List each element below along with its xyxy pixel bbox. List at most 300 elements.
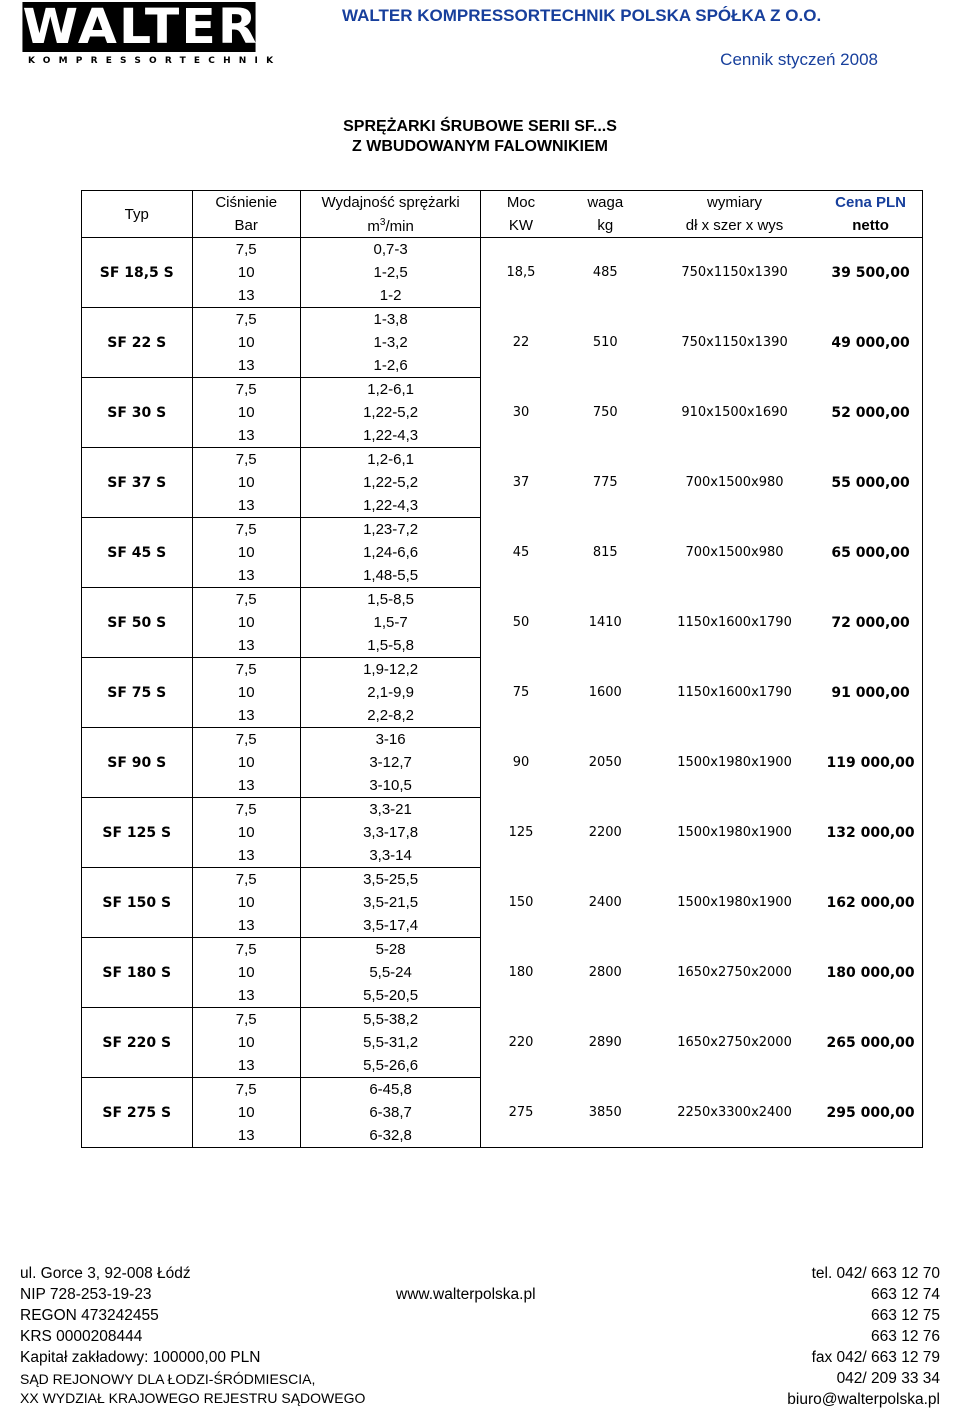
empty-cell <box>819 704 922 728</box>
empty-cell <box>481 868 561 892</box>
empty-cell <box>481 238 561 262</box>
table-row <box>82 1124 923 1148</box>
empty-cell <box>819 238 922 262</box>
table-row <box>82 611 923 634</box>
price-cell: 65 000,00 <box>819 541 922 564</box>
capacity-cell: 1,24-6,6 <box>300 541 480 564</box>
empty-cell <box>650 494 819 518</box>
model-type-cell <box>82 704 193 728</box>
model-type: SF 220 S <box>82 1031 193 1054</box>
empty-cell <box>481 588 561 612</box>
capacity-cell: 3,5-21,5 <box>300 891 480 914</box>
model-type-cell <box>82 1054 193 1078</box>
model-type-cell <box>82 588 193 612</box>
header-pressure: Ciśnienie <box>192 191 300 215</box>
empty-cell <box>819 588 922 612</box>
empty-cell <box>819 844 922 868</box>
table-row <box>82 494 923 518</box>
empty-cell <box>481 308 561 332</box>
empty-cell <box>481 284 561 308</box>
pressure-cell: 7,5 <box>192 658 300 682</box>
table-unit-row <box>82 214 923 238</box>
power-cell: 220 <box>508 1035 534 1050</box>
empty-cell <box>819 424 922 448</box>
header-capacity: Wydajność sprężarki <box>300 191 480 215</box>
pressure-cell: 10 <box>192 891 300 914</box>
empty-cell <box>650 634 819 658</box>
dimensions-cell: 1150x1600x1790 <box>677 685 792 700</box>
empty-cell <box>650 588 819 612</box>
empty-cell <box>819 1008 922 1032</box>
pressure-cell: 7,5 <box>192 868 300 892</box>
empty-cell <box>481 518 561 542</box>
pressure-cell: 10 <box>192 1031 300 1054</box>
footer-phone-4: 663 12 76 <box>871 1328 940 1345</box>
power-cell: 18,5 <box>506 265 536 280</box>
empty-cell <box>481 378 561 402</box>
model-type-cell <box>82 1008 193 1032</box>
table-row <box>82 798 923 822</box>
footer-court-line1: SĄD REJONOWY DLA ŁODZI-ŚRÓDMIESCIA, <box>20 1371 316 1387</box>
empty-cell <box>561 564 650 588</box>
empty-cell <box>650 564 819 588</box>
table-row <box>82 891 923 914</box>
empty-cell <box>650 728 819 752</box>
dimensions-cell: 700x1500x980 <box>685 545 784 560</box>
model-type: SF 37 S <box>82 471 193 494</box>
empty-cell <box>650 1054 819 1078</box>
empty-cell <box>561 984 650 1008</box>
unit-weight: kg <box>561 214 650 238</box>
footer-regon: REGON 473242455 <box>20 1307 159 1324</box>
power-cell: 30 <box>512 405 530 420</box>
empty-cell <box>650 704 819 728</box>
pressure-cell: 7,5 <box>192 798 300 822</box>
pressure-cell: 13 <box>192 704 300 728</box>
power-cell: 50 <box>512 615 530 630</box>
empty-cell <box>819 728 922 752</box>
capacity-cell: 3-12,7 <box>300 751 480 774</box>
empty-cell <box>481 424 561 448</box>
empty-cell <box>650 448 819 472</box>
pressure-cell: 7,5 <box>192 308 300 332</box>
footer-email-link[interactable]: biuro@walterpolska.pl <box>787 1391 940 1408</box>
power-cell: 275 <box>508 1105 534 1120</box>
empty-cell <box>481 1054 561 1078</box>
table-row <box>82 728 923 752</box>
capacity-cell: 1-3,8 <box>300 308 480 332</box>
footer-phone-1: tel. 042/ 663 12 70 <box>811 1265 940 1282</box>
empty-cell <box>561 634 650 658</box>
empty-cell <box>561 844 650 868</box>
empty-cell <box>650 354 819 378</box>
pressure-cell: 13 <box>192 1054 300 1078</box>
dimensions-cell: 2250x3300x2400 <box>677 1105 792 1120</box>
footer-fax-2: 042/ 209 33 34 <box>836 1370 940 1387</box>
table-header-row <box>82 191 923 215</box>
pressure-cell: 10 <box>192 401 300 424</box>
price-cell: 52 000,00 <box>819 401 922 424</box>
document-subtitle: Z WBUDOWANYM FALOWNIKIEM <box>352 138 608 155</box>
empty-cell <box>561 448 650 472</box>
pressure-cell: 10 <box>192 331 300 354</box>
table-row <box>82 1031 923 1054</box>
empty-cell <box>481 1078 561 1102</box>
table-row <box>82 704 923 728</box>
pressure-cell: 13 <box>192 354 300 378</box>
model-type-cell <box>82 868 193 892</box>
unit-capacity: $m^3/\min$ <box>300 214 480 238</box>
pressure-cell: 10 <box>192 611 300 634</box>
empty-cell <box>481 634 561 658</box>
capacity-cell: 1-2,5 <box>300 261 480 284</box>
empty-cell <box>561 378 650 402</box>
model-type-cell <box>82 424 193 448</box>
table-row <box>82 1008 923 1032</box>
footer-krs: KRS 0000208444 <box>20 1328 143 1345</box>
empty-cell <box>819 914 922 938</box>
price-list-date: Cennik styczeń 2008 <box>720 50 878 69</box>
price-cell: 119 000,00 <box>819 751 922 774</box>
model-type: SF 125 S <box>82 821 193 844</box>
table-row <box>82 868 923 892</box>
weight-cell: 750 <box>592 405 618 420</box>
model-type-cell <box>82 308 193 332</box>
weight-cell: 2050 <box>588 755 622 770</box>
capacity-cell: 5,5-31,2 <box>300 1031 480 1054</box>
capacity-cell: 5,5-26,6 <box>300 1054 480 1078</box>
pressure-cell: 13 <box>192 424 300 448</box>
logo-wordmark: WALTER <box>22 0 259 55</box>
pressure-cell: 10 <box>192 1101 300 1124</box>
empty-cell <box>819 284 922 308</box>
dimensions-cell: 910x1500x1690 <box>681 405 788 420</box>
empty-cell <box>650 424 819 448</box>
capacity-cell: 6-38,7 <box>300 1101 480 1124</box>
dimensions-cell: 750x1150x1390 <box>681 335 788 350</box>
pressure-cell: 13 <box>192 284 300 308</box>
table-row <box>82 378 923 402</box>
power-cell: 150 <box>508 895 534 910</box>
header-type: Typ <box>82 191 193 238</box>
walter-logo <box>22 0 282 70</box>
dimensions-cell: 1500x1980x1900 <box>677 895 792 910</box>
model-type: SF 75 S <box>82 681 193 704</box>
empty-cell <box>819 868 922 892</box>
empty-cell <box>481 704 561 728</box>
empty-cell <box>561 494 650 518</box>
unit-pressure: Bar <box>192 214 300 238</box>
table-row <box>82 1101 923 1124</box>
model-type: SF 150 S <box>82 891 193 914</box>
price-cell: 55 000,00 <box>819 471 922 494</box>
empty-cell <box>819 634 922 658</box>
power-cell: 45 <box>512 545 530 560</box>
pressure-cell: 7,5 <box>192 378 300 402</box>
table-row <box>82 938 923 962</box>
table-row <box>82 284 923 308</box>
header-weight: waga <box>561 191 650 215</box>
model-type-cell <box>82 1078 193 1102</box>
model-type-cell <box>82 634 193 658</box>
empty-cell <box>650 774 819 798</box>
pressure-cell: 7,5 <box>192 938 300 962</box>
table-row <box>82 588 923 612</box>
header-power: Moc <box>481 191 561 215</box>
empty-cell <box>561 728 650 752</box>
empty-cell <box>819 564 922 588</box>
footer-fax-1: fax 042/ 663 12 79 <box>811 1349 940 1366</box>
table-row <box>82 471 923 494</box>
pressure-cell: 7,5 <box>192 588 300 612</box>
table-row <box>82 844 923 868</box>
empty-cell <box>561 518 650 542</box>
capacity-cell: 1,5-8,5 <box>300 588 480 612</box>
empty-cell <box>481 984 561 1008</box>
model-type-cell <box>82 494 193 518</box>
header-dimensions: wymiary <box>650 191 819 215</box>
model-type: SF 18,5 S <box>82 261 193 284</box>
capacity-cell: 1,22-4,3 <box>300 494 480 518</box>
model-type: SF 50 S <box>82 611 193 634</box>
price-cell: 39 500,00 <box>819 261 922 284</box>
empty-cell <box>819 938 922 962</box>
model-type-cell <box>82 914 193 938</box>
table-row <box>82 564 923 588</box>
empty-cell <box>819 518 922 542</box>
empty-cell <box>650 938 819 962</box>
table-row <box>82 238 923 262</box>
empty-cell <box>650 1008 819 1032</box>
capacity-cell: 5,5-20,5 <box>300 984 480 1008</box>
table-row <box>82 984 923 1008</box>
capacity-cell: 6-45,8 <box>300 1078 480 1102</box>
model-type-cell <box>82 658 193 682</box>
empty-cell <box>561 938 650 962</box>
empty-cell <box>650 238 819 262</box>
empty-cell <box>819 448 922 472</box>
empty-cell <box>481 938 561 962</box>
capacity-cell: 1,9-12,2 <box>300 658 480 682</box>
weight-cell: 510 <box>592 335 618 350</box>
price-cell: 91 000,00 <box>819 681 922 704</box>
model-type: SF 180 S <box>82 961 193 984</box>
empty-cell <box>561 308 650 332</box>
dimensions-cell: 1650x2750x2000 <box>677 1035 792 1050</box>
empty-cell <box>561 1124 650 1148</box>
pressure-cell: 7,5 <box>192 238 300 262</box>
empty-cell <box>481 774 561 798</box>
capacity-cell: 1,23-7,2 <box>300 518 480 542</box>
empty-cell <box>819 494 922 518</box>
pressure-cell: 10 <box>192 821 300 844</box>
empty-cell <box>481 448 561 472</box>
power-cell: 75 <box>512 685 530 700</box>
document-title: SPRĘŻARKI ŚRUBOWE SERII SF...S <box>343 118 617 135</box>
footer-capital: Kapitał zakładowy: 100000,00 PLN <box>20 1349 261 1366</box>
capacity-cell: 3,5-25,5 <box>300 868 480 892</box>
empty-cell <box>561 424 650 448</box>
empty-cell <box>561 798 650 822</box>
table-row <box>82 401 923 424</box>
dimensions-cell: 1500x1980x1900 <box>677 825 792 840</box>
empty-cell <box>819 774 922 798</box>
model-type-cell <box>82 448 193 472</box>
table-row <box>82 681 923 704</box>
capacity-cell: 1,5-5,8 <box>300 634 480 658</box>
table-row <box>82 308 923 332</box>
model-type-cell <box>82 378 193 402</box>
weight-cell: 775 <box>592 475 618 490</box>
capacity-cell: 1,22-5,2 <box>300 401 480 424</box>
model-type-cell <box>82 354 193 378</box>
table-row <box>82 914 923 938</box>
table-row <box>82 518 923 542</box>
weight-cell: 815 <box>592 545 618 560</box>
empty-cell <box>650 378 819 402</box>
capacity-cell: 5-28 <box>300 938 480 962</box>
unit-price: netto <box>819 214 922 238</box>
empty-cell <box>561 868 650 892</box>
table-row <box>82 961 923 984</box>
dimensions-cell: 750x1150x1390 <box>681 265 788 280</box>
model-type: SF 90 S <box>82 751 193 774</box>
table-row <box>82 1054 923 1078</box>
empty-cell <box>650 984 819 1008</box>
model-type-cell <box>82 284 193 308</box>
capacity-cell: 3-10,5 <box>300 774 480 798</box>
pressure-cell: 7,5 <box>192 518 300 542</box>
dimensions-cell: 1500x1980x1900 <box>677 755 792 770</box>
price-cell: 72 000,00 <box>819 611 922 634</box>
pressure-cell: 13 <box>192 634 300 658</box>
dimensions-cell: 700x1500x980 <box>685 475 784 490</box>
table-row <box>82 354 923 378</box>
footer-phone-3: 663 12 75 <box>871 1307 940 1324</box>
capacity-cell: 1,2-6,1 <box>300 378 480 402</box>
weight-cell: 2200 <box>588 825 622 840</box>
capacity-cell: 5,5-24 <box>300 961 480 984</box>
empty-cell <box>481 658 561 682</box>
pressure-cell: 13 <box>192 564 300 588</box>
empty-cell <box>819 1124 922 1148</box>
unit-dimensions: dł x szer x wys <box>650 214 819 238</box>
capacity-cell: 1,5-7 <box>300 611 480 634</box>
power-cell: 180 <box>508 965 534 980</box>
table-row <box>82 448 923 472</box>
empty-cell <box>481 798 561 822</box>
model-type-cell <box>82 728 193 752</box>
pressure-cell: 10 <box>192 681 300 704</box>
capacity-cell: 0,7-3 <box>300 238 480 262</box>
weight-cell: 2800 <box>588 965 622 980</box>
model-type-cell <box>82 798 193 822</box>
table-row <box>82 774 923 798</box>
empty-cell <box>650 518 819 542</box>
pressure-cell: 13 <box>192 774 300 798</box>
model-type-cell <box>82 984 193 1008</box>
table-row <box>82 634 923 658</box>
model-type: SF 45 S <box>82 541 193 564</box>
empty-cell <box>819 798 922 822</box>
empty-cell <box>561 588 650 612</box>
model-type-cell <box>82 1124 193 1148</box>
empty-cell <box>819 378 922 402</box>
company-name: WALTER KOMPRESSORTECHNIK POLSKA SPÓŁKA Z O.O. <box>342 6 822 25</box>
unit-power: KW <box>481 214 561 238</box>
empty-cell <box>481 494 561 518</box>
power-cell: 37 <box>512 475 530 490</box>
empty-cell <box>561 774 650 798</box>
capacity-cell: 1-3,2 <box>300 331 480 354</box>
price-cell: 295 000,00 <box>819 1101 922 1124</box>
power-cell: 125 <box>508 825 534 840</box>
weight-cell: 485 <box>592 265 618 280</box>
model-type-cell <box>82 564 193 588</box>
weight-cell: 2890 <box>588 1035 622 1050</box>
empty-cell <box>819 354 922 378</box>
model-type-cell <box>82 938 193 962</box>
capacity-cell: 1,2-6,1 <box>300 448 480 472</box>
model-type: SF 22 S <box>82 331 193 354</box>
pressure-cell: 7,5 <box>192 1008 300 1032</box>
pressure-cell: 13 <box>192 494 300 518</box>
footer-court-line2: XX WYDZIAŁ KRAJOWEGO REJESTRU SĄDOWEGO <box>20 1390 366 1406</box>
price-cell: 132 000,00 <box>819 821 922 844</box>
table-row <box>82 424 923 448</box>
empty-cell <box>819 984 922 1008</box>
dimensions-cell: 1650x2750x2000 <box>677 965 792 980</box>
logo-subtitle: KOMPRESSORTECHNIK <box>28 56 282 66</box>
empty-cell <box>650 284 819 308</box>
capacity-cell: 2,1-9,9 <box>300 681 480 704</box>
weight-cell: 1600 <box>588 685 622 700</box>
empty-cell <box>561 1054 650 1078</box>
model-type-cell <box>82 238 193 262</box>
empty-cell <box>819 308 922 332</box>
footer-nip: NIP 728-253-19-23 <box>20 1286 152 1303</box>
empty-cell <box>650 308 819 332</box>
empty-cell <box>481 564 561 588</box>
empty-cell <box>561 704 650 728</box>
pressure-cell: 13 <box>192 1124 300 1148</box>
table-row <box>82 541 923 564</box>
footer-website-link[interactable]: www.walterpolska.pl <box>396 1286 536 1303</box>
weight-cell: 1410 <box>588 615 622 630</box>
empty-cell <box>561 238 650 262</box>
empty-cell <box>650 868 819 892</box>
footer-address: ul. Gorce 3, 92-008 Łódź <box>20 1265 191 1282</box>
empty-cell <box>819 1078 922 1102</box>
pressure-cell: 7,5 <box>192 1078 300 1102</box>
table-row <box>82 1078 923 1102</box>
empty-cell <box>819 658 922 682</box>
capacity-cell: 1-2 <box>300 284 480 308</box>
model-type-cell <box>82 774 193 798</box>
table-row <box>82 331 923 354</box>
capacity-cell: 1-2,6 <box>300 354 480 378</box>
empty-cell <box>650 658 819 682</box>
model-type-cell <box>82 518 193 542</box>
pressure-cell: 10 <box>192 261 300 284</box>
empty-cell <box>561 914 650 938</box>
price-cell: 49 000,00 <box>819 331 922 354</box>
empty-cell <box>561 1078 650 1102</box>
pressure-cell: 13 <box>192 984 300 1008</box>
model-type: SF 30 S <box>82 401 193 424</box>
capacity-cell: 3,3-17,8 <box>300 821 480 844</box>
capacity-cell: 6-32,8 <box>300 1124 480 1148</box>
